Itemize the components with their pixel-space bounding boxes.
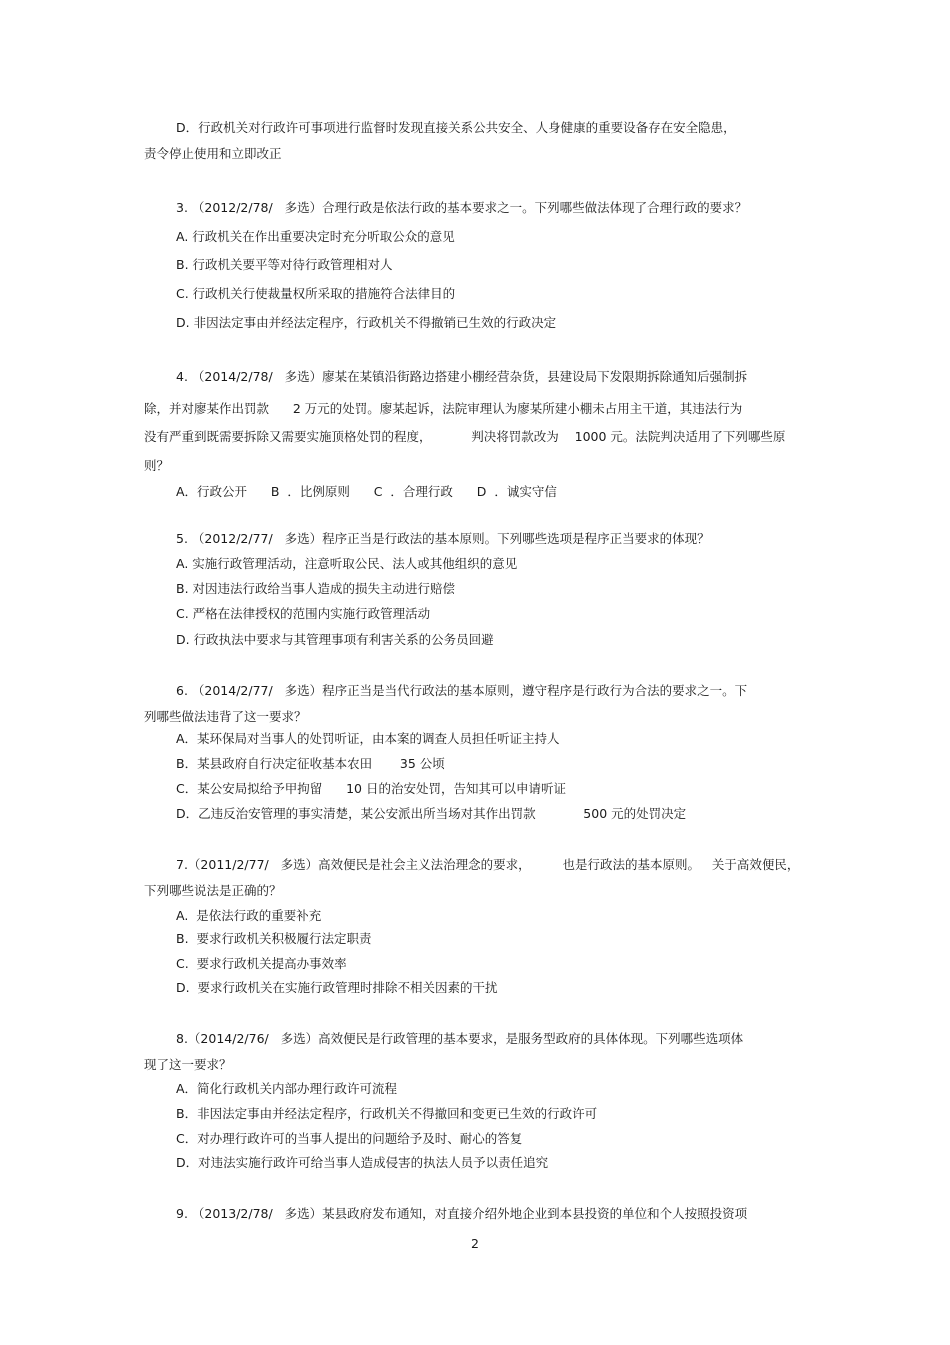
- question-6-option-c: C．某公安局拟给予甲拘留 10 日的治安处罚，告知其可以申请听证: [176, 781, 566, 796]
- question-7-option-d: D. 要求行政机关在实施行政管理时排除不相关因素的干扰: [176, 980, 498, 995]
- question-7-stem-line2: 下列哪些说法是正确的？: [144, 883, 282, 898]
- question-3-stem: 3. （2012/2/78/ 多选）合理行政是依法行政的基本要求之一。下列哪些做法体现了合理行政的要求？: [176, 200, 748, 215]
- question-6-option-a: A．某环保局对当事人的处罚听证，由本案的调查人员担任听证主持人: [176, 731, 560, 746]
- question-8-option-d: D．对违法实施行政许可给当事人造成侵害的执法人员予以责任追究: [176, 1155, 549, 1170]
- question-5-option-b: B. 对因违法行政给当事人造成的损失主动进行赔偿: [176, 581, 456, 596]
- question-8-option-a: A．简化行政机关内部办理行政许可流程: [176, 1081, 398, 1096]
- question-4-stem-line2: 除，并对廖某作出罚款 2 万元的处罚。廖某起诉，法院审理认为廖某所建小棚未占用主干道，其违法行为: [144, 401, 743, 416]
- question-8-stem-line1: 8.（2014/2/76/ 多选）高效便民是行政管理的基本要求，是服务型政府的具体体现。下列哪些选项体: [176, 1031, 744, 1046]
- question-4-stem-line4: 则？: [144, 458, 170, 473]
- question-8-option-c: C．对办理行政许可的当事人提出的问题给予及时、耐心的答复: [176, 1131, 523, 1146]
- question-5-stem: 5. （2012/2/77/ 多选）程序正当是行政法的基本原则。下列哪些选项是程序正当要求的体现？: [176, 531, 710, 546]
- question-4-stem-line3: 没有严重到既需要拆除又需要实施顶格处罚的程度， 判决将罚款改为 1000 元。法院判决适用了下列哪些原: [144, 429, 786, 444]
- question-2-option-d-line2: 责令停止使用和立即改正: [144, 146, 282, 161]
- question-6-option-d: D．乙违反治安管理的事实清楚，某公安派出所当场对其作出罚款 500 元的处罚决定: [176, 806, 687, 821]
- question-2-option-d-line1: D．行政机关对行政许可事项进行监督时发现直接关系公共安全、人身健康的重要设备存在安全隐患，: [176, 120, 736, 135]
- question-7-option-c: C. 要求行政机关提高办事效率: [176, 956, 347, 971]
- question-8-option-b: B．非因法定事由并经法定程序，行政机关不得撤回和变更已生效的行政许可: [176, 1106, 598, 1121]
- question-5-option-c: C. 严格在法律授权的范围内实施行政管理活动: [176, 606, 431, 621]
- question-9-stem-line1: 9. （2013/2/78/ 多选）某县政府发布通知，对直接介绍外地企业到本县投资的单位和个人按照投资项: [176, 1206, 748, 1221]
- question-5-option-a: A. 实施行政管理活动，注意听取公民、法人或其他组织的意见: [176, 556, 518, 571]
- question-5-option-d: D. 行政执法中要求与其管理事项有利害关系的公务员回避: [176, 632, 494, 647]
- question-4-options: A．行政公开 B ．比例原则 C ．合理行政 D ．诚实守信: [176, 484, 557, 499]
- question-8-stem-line2: 现了这一要求？: [144, 1057, 232, 1072]
- question-3-option-c: C. 行政机关行使裁量权所采取的措施符合法律目的: [176, 286, 456, 301]
- question-6-stem-line1: 6. （2014/2/77/ 多选）程序正当是当代行政法的基本原则，遵守程序是行政行为合法的要求之一。下: [176, 683, 748, 698]
- question-4-stem-line1: 4. （2014/2/78/ 多选）廖某在某镇沿街路边搭建小棚经营杂货，县建设局下发限期拆除通知后强制拆: [176, 369, 748, 384]
- question-3-option-d: D. 非因法定事由并经法定程序，行政机关不得撤销已生效的行政决定: [176, 315, 557, 330]
- question-7-stem-line1: 7.（2011/2/77/ 多选）高效便民是社会主义法治理念的要求， 也是行政法的基本原则。 关于高效便民，: [176, 857, 800, 872]
- page-number: 2: [471, 1236, 479, 1251]
- question-6-option-b: B．某县政府自行决定征收基本农田 35 公顷: [176, 756, 445, 771]
- question-3-option-b: B. 行政机关要平等对待行政管理相对人: [176, 257, 393, 272]
- question-6-stem-line2: 列哪些做法违背了这一要求？: [144, 709, 307, 724]
- question-7-option-b: B. 要求行政机关积极履行法定职责: [176, 931, 372, 946]
- question-3-option-a: A. 行政机关在作出重要决定时充分听取公众的意见: [176, 229, 455, 244]
- question-7-option-a: A. 是依法行政的重要补充: [176, 908, 322, 923]
